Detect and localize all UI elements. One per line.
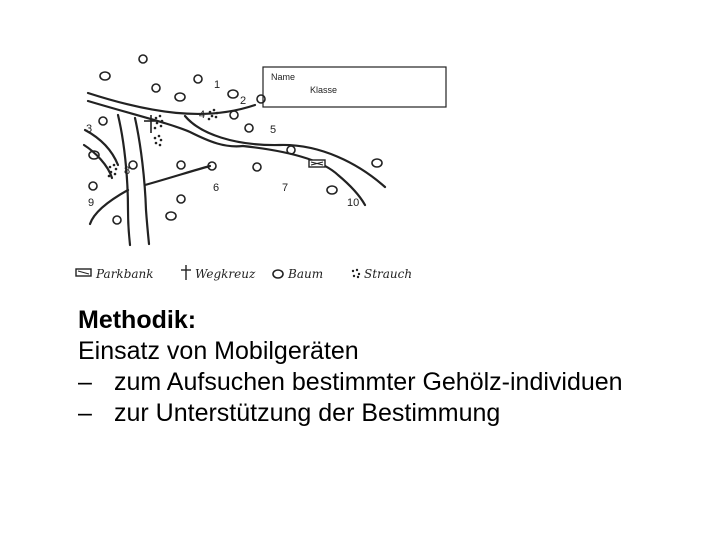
station-4: 4 <box>199 109 206 121</box>
bullet-item <box>78 367 678 398</box>
path-upper-lower <box>88 101 243 146</box>
shrub-icon <box>154 135 163 147</box>
bullet-dash: – <box>78 399 92 427</box>
path-upper-edge <box>88 93 255 114</box>
tree-icon <box>99 117 107 125</box>
tree-icon <box>129 161 137 169</box>
methodology-text <box>78 305 678 429</box>
legend-tree-icon <box>273 270 283 278</box>
tree-icon <box>177 161 185 169</box>
legend-shrub-icon <box>352 269 360 278</box>
tree-icon <box>152 84 160 92</box>
tree-icon <box>253 163 261 171</box>
station-6: 6 <box>213 182 220 194</box>
tree-icon <box>230 111 238 119</box>
methodology-heading: Methodik: <box>78 306 197 334</box>
name-label: Name <box>271 72 296 82</box>
tree-icon <box>113 216 121 224</box>
station-3: 3 <box>86 123 93 135</box>
bullet-item <box>78 398 678 429</box>
tree-icon <box>194 75 202 83</box>
station-5: 5 <box>270 124 277 136</box>
bullet-dash: – <box>78 368 92 396</box>
station-1: 1 <box>214 79 221 91</box>
legend-bench-icon <box>76 269 91 276</box>
methodology-line: Einsatz von Mobilgeräten <box>78 337 359 365</box>
legend-tree-label: Baum <box>288 267 324 281</box>
path-left-diag-2 <box>84 145 112 178</box>
legend-cross-label: Wegkreuz <box>195 267 256 281</box>
tree-icon <box>177 195 185 203</box>
tree-icon <box>139 55 147 63</box>
station-2: 2 <box>240 95 247 107</box>
tree-icon <box>100 72 110 80</box>
tree-icon <box>228 90 238 98</box>
tree-icon <box>327 186 337 194</box>
station-10: 10 <box>347 197 360 209</box>
park-bench-icon <box>309 160 325 167</box>
map-legend <box>76 265 412 281</box>
legend-bench-label: Parkbank <box>96 267 154 281</box>
legend-shrub-label: Strauch <box>364 267 413 281</box>
path-branch-lower <box>90 190 128 224</box>
tree-icon <box>89 182 97 190</box>
tree-icon <box>166 212 176 220</box>
bullet-text: zur Unterstützung der Bestimmung <box>114 399 501 427</box>
path-branch-mid <box>145 166 210 185</box>
tree-icon <box>175 93 185 101</box>
tree-icon <box>245 124 253 132</box>
station-9: 9 <box>88 197 95 209</box>
legend-cross-icon <box>181 265 191 280</box>
station-7: 7 <box>282 182 289 194</box>
bullet-text: zum Aufsuchen bestimmter Gehölz-individuen <box>114 368 623 396</box>
class-label: Klasse <box>310 85 338 95</box>
tree-icon <box>372 159 382 167</box>
path-vertical-right <box>135 118 149 244</box>
path-vertical-left <box>118 115 130 245</box>
station-8: 8 <box>124 165 131 177</box>
